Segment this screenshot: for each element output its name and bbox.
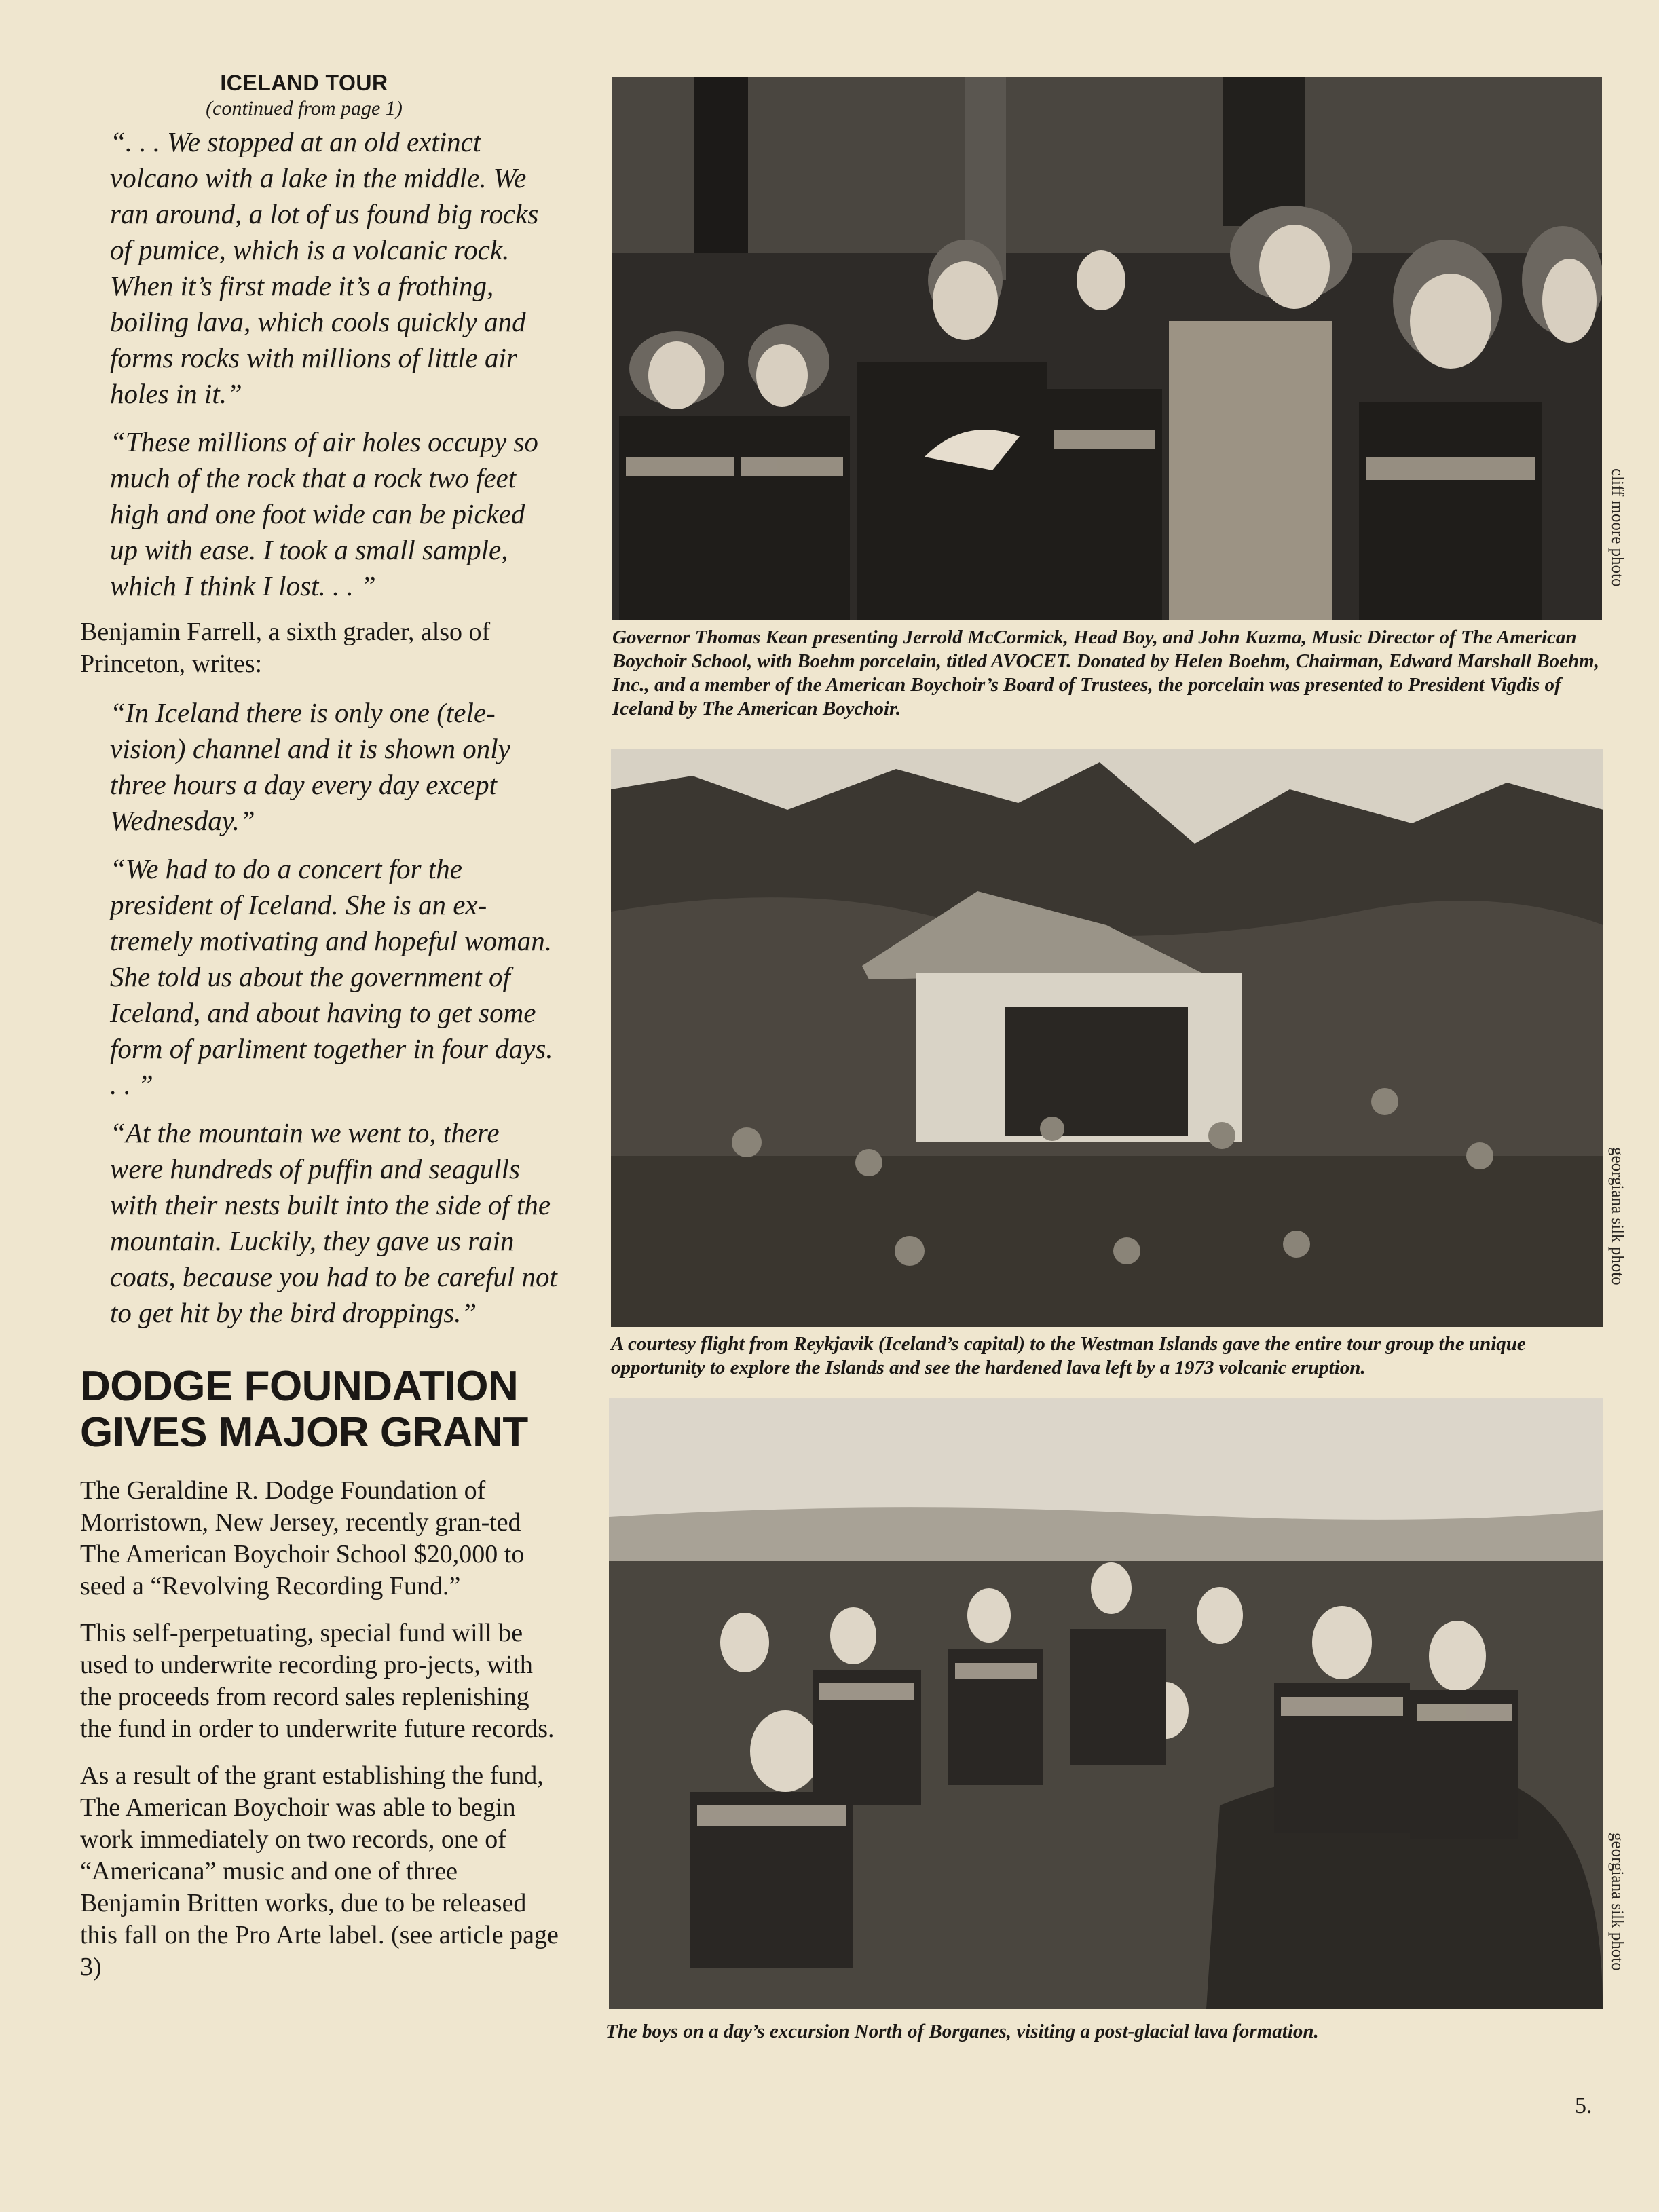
quote-paragraph: “At the mountain we went to, there were hundreds of puffin and seagulls with their nests built into the side of the mountain. Luckily, they gave us rain coats, because you had to be careful not to get hit by the bird droppings.” — [110, 1117, 557, 1328]
article-headline — [80, 1364, 562, 1456]
photo-westman-islands — [611, 749, 1603, 1327]
headline-line: GIVES MAJOR GRANT — [80, 1409, 528, 1456]
left-column — [80, 71, 562, 1998]
photo-borganes-excursion — [609, 1398, 1603, 2009]
photo-caption: The boys on a day’s excursion North of Borganes, visiting a post-glacial lava formation. — [605, 2021, 1319, 2042]
continued-note: (continued from page 1) — [206, 97, 403, 119]
article-paragraph: The Geraldine R. Dodge Foundation of Morristown, New Jersey, recently gran-ted The American Boychoir School $20,000 to seed a “Revolving Recording Fund.” — [80, 1476, 525, 1600]
section-kicker: ICELAND TOUR — [220, 71, 388, 95]
photo-credit: cliff moore photo — [1608, 468, 1626, 587]
quote-paragraph: “These millions of air holes occupy so much of the rock that a rock two feet high and one foot wide can be picked up with ease. I took a small sample, which I think I lost. . . ” — [110, 426, 538, 601]
photo-credit: georgiana silk photo — [1608, 1147, 1626, 1286]
quote-paragraph: “In Iceland there is only one (tele-vision) channel and it is shown only three hours a day every day except Wednesday.” — [110, 697, 510, 836]
photo-credit: georgiana silk photo — [1608, 1833, 1626, 1971]
byline-paragraph: Benjamin Farrell, a sixth grader, also of Princeton, writes: — [80, 618, 491, 678]
photo-governor-presentation — [612, 77, 1602, 620]
photo-caption: A courtesy flight from Reykjavik (Iceland’s capital) to the Westman Islands gave the entire tour group the unique opportunity to explore the Islands and see the hardened lava left by a 1973 volcanic eruption. — [611, 1333, 1526, 1379]
quote-paragraph: “We had to do a concert for the president of Iceland. She is an ex-tremely motivating and hopeful woman. She told us about the government of Iceland, and about having to get some form of parliment together in four days. . . ” — [110, 853, 553, 1100]
photo-caption: Governor Thomas Kean presenting Jerrold McCormick, Head Boy, and John Kuzma, Music Director of The American Boychoir School, with Boehm porcelain, titled AVOCET. Donated by Helen Boehm, Chairman, Edward Marshall Boehm, Inc., and a member of the American Boychoir’s Board of Trustees, the porcelain was presented to President Vigdis of Iceland by The American Boychoir. — [612, 626, 1599, 719]
article-paragraph: This self-perpetuating, special fund will be used to underwrite recording pro-jects, with the proceeds from record sales replenishing the fund in order to underwrite future records. — [80, 1619, 555, 1743]
quote-paragraph: “. . . We stopped at an old extinct volcano with a lake in the middle. We ran around, a lot of us found big rocks of pumice, which is a volcanic rock. When it’s first made it’s a frothing, boiling lava, which cools quickly and forms rocks with millions of little air holes in it.” — [110, 126, 539, 409]
article-paragraph: As a result of the grant establishing the fund, The American Boychoir was able to begin work immediately on two records, one of “Americana” music and one of three Benjamin Britten works, due to be released this fall on the Pro Arte label. (see article page 3) — [80, 1761, 559, 1981]
headline-line: DODGE FOUNDATION — [80, 1363, 519, 1410]
page-number: 5. — [1575, 2093, 1592, 2118]
